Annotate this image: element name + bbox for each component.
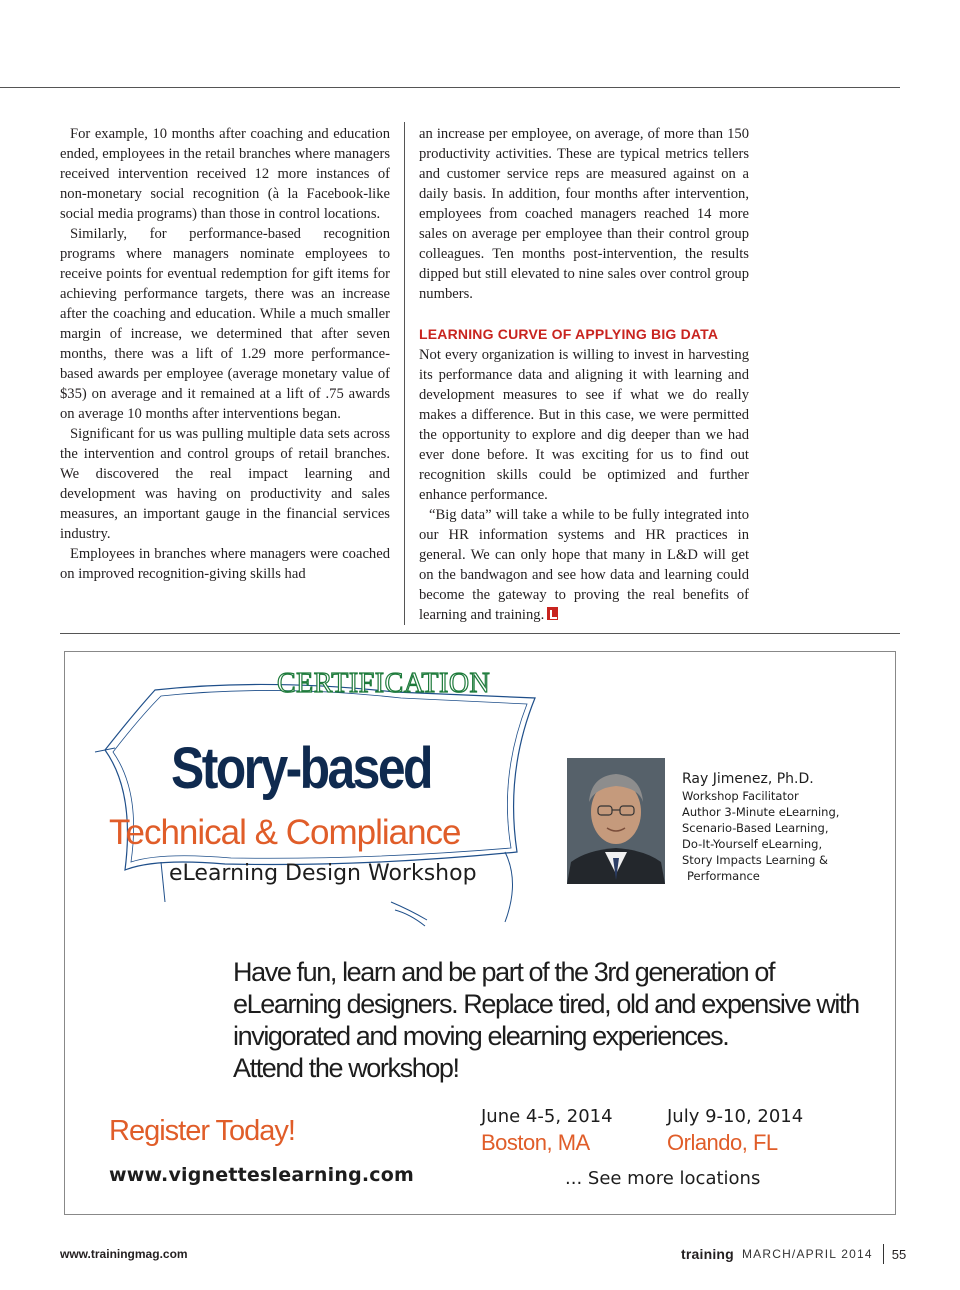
- paragraph-text: “Big data” will take a while to be fully integrated into our HR information systems and HR practices in general. We can only hope that many in L&D will get on the bandwagon and see how data and learning could become the gateway to proving the real benefits of learning and training.: [419, 507, 749, 623]
- end-of-article-icon: [547, 607, 558, 620]
- paragraph: Significant for us was pulling multiple data sets across the intervention and control groups of retail branches. We discovered the real impact learning and development was having on productivity and sales measures, an important gauge in the financial services industry.: [60, 426, 390, 542]
- presenter-line: Do-It-Yourself eLearning,: [682, 837, 823, 851]
- presenter-info: [682, 770, 839, 884]
- event-date: June 4-5, 2014: [481, 1106, 613, 1127]
- presenter-line: Scenario-Based Learning,: [682, 821, 829, 835]
- ad-title: Story-based: [171, 736, 431, 801]
- event-date: July 9-10, 2014: [667, 1106, 804, 1127]
- paragraph: Similarly, for performance-based recognition programs where managers nominate employees to receive points for eventual redemption for gift items for achieving performance targets, there was an increase after the coaching and education. While a much smaller margin of increase, we determined that after seven months, there was a lift of 1.29 more performance-based awards per employee (average monetary value of $35) on average and it remained at a lift of .75 awards on average 10 months after interventions began.: [60, 226, 390, 422]
- footer-folio: [681, 1244, 906, 1264]
- paragraph: For example, 10 months after coaching and education ended, employees in the retail branches where managers received intervention received 12 more instances of non-monetary social recognition (à la Facebook-like social media programs) than those in control locations.: [60, 126, 390, 222]
- presenter-name: Ray Jimenez, Ph.D.: [682, 771, 814, 787]
- presenter-line: Workshop Facilitator: [682, 789, 799, 803]
- workshop-advertisement[interactable]: [64, 651, 896, 1215]
- certification-label: CERTIFICATION: [277, 668, 491, 699]
- folio-divider: [883, 1244, 884, 1264]
- ad-website-link[interactable]: www.vignetteslearning.com: [109, 1164, 415, 1186]
- tagline-line: eLearning designers. Replace tired, old and expensive with: [233, 989, 859, 1019]
- top-rule: [0, 87, 900, 88]
- tagline-line: Attend the workshop!: [233, 1053, 459, 1083]
- ad-tagline: [233, 956, 859, 1084]
- article-column-right: [419, 124, 749, 625]
- presenter-line: Author 3-Minute eLearning,: [682, 805, 840, 819]
- paragraph: Employees in branches where managers were coached on improved recognition-giving skills had: [60, 546, 390, 582]
- section-heading: LEARNING CURVE OF APPLYING BIG DATA: [419, 326, 719, 342]
- ad-separator-rule: [60, 633, 900, 634]
- magazine-name: training: [681, 1246, 734, 1262]
- footer-website[interactable]: www.trainingmag.com: [60, 1247, 188, 1261]
- paragraph: [419, 505, 749, 625]
- event-orlando: [667, 1105, 803, 1157]
- paragraph: an increase per employee, on average, of more than 150 productivity activities. These are typical metrics tellers and customer service reps are measured against on a daily basis. In addition, four months after intervention, employees from coached managers reached 14 more sales on average per employee than their control group colleagues. Ten months post-intervention, the results dipped but still elevated to nine sales over control group numbers.: [419, 126, 749, 302]
- ad-subtitle: Technical & Compliance: [109, 813, 461, 852]
- article-column-left: [60, 124, 390, 584]
- column-divider: [404, 122, 405, 625]
- page-number: 55: [891, 1246, 907, 1262]
- presenter-photo: [567, 758, 665, 884]
- event-city: Boston, MA: [481, 1130, 590, 1155]
- more-locations-link[interactable]: ... See more locations: [565, 1168, 761, 1189]
- event-boston: [481, 1105, 613, 1157]
- paragraph: Not every organization is willing to invest in harvesting its performance data and aligning it with learning and development measures to see if what we do really makes a difference. But in this case, we were permitted the opportunity to explore and dig deeper than we had ever done before. It was exciting for us to find out recognition skills could be optimized and further enhance performance.: [419, 347, 749, 503]
- tagline-line: Have fun, learn and be part of the 3rd generation of: [233, 957, 775, 987]
- issue-date: MARCH/APRIL 2014: [741, 1247, 873, 1261]
- presenter-line: Performance: [687, 869, 760, 883]
- tagline-line: invigorated and moving elearning experiences.: [233, 1021, 729, 1051]
- event-city: Orlando, FL: [667, 1130, 778, 1155]
- workshop-name: eLearning Design Workshop: [169, 861, 477, 886]
- presenter-line: Story Impacts Learning &: [682, 853, 829, 867]
- register-cta[interactable]: Register Today!: [109, 1115, 295, 1147]
